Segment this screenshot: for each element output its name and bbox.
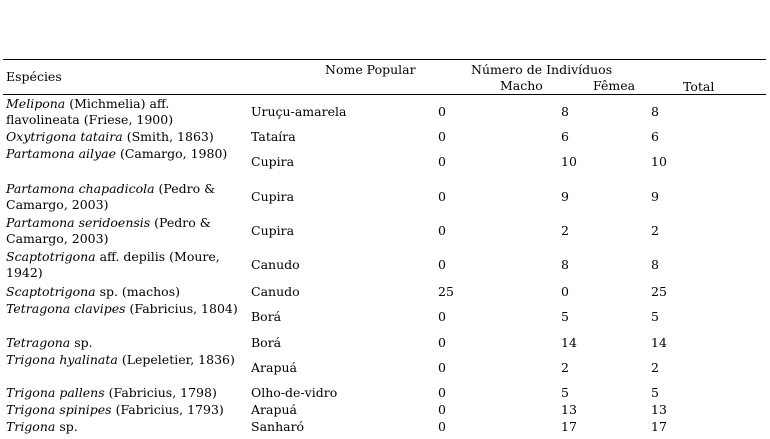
species-cell — [6, 385, 246, 401]
macho-count-cell: 25 — [438, 284, 454, 299]
total-count-cell: 17 — [651, 419, 667, 434]
species-genus: Trigona spinipes — [6, 402, 112, 417]
popular-name-cell: Cupira — [251, 223, 295, 238]
species-cell — [6, 249, 246, 280]
macho-count-cell: 0 — [438, 402, 446, 417]
macho-count-cell: 0 — [438, 223, 446, 238]
popular-name-cell: Arapuá — [251, 360, 297, 375]
species-genus: Trigona pallens — [6, 385, 105, 400]
species-genus: Trigona — [6, 419, 56, 434]
macho-count-cell: 0 — [438, 189, 446, 204]
species-genus: Partamona chapadicola — [6, 181, 155, 196]
femea-count-cell: 10 — [561, 154, 577, 169]
species-author: (Fabricius, 1793) — [111, 402, 224, 417]
macho-count-cell: 0 — [438, 360, 446, 375]
species-genus: Partamona seridoensis — [6, 215, 151, 230]
species-genus: Tetragona clavipes — [6, 301, 126, 316]
femea-count-cell: 6 — [561, 129, 569, 144]
species-author: sp. — [70, 335, 93, 350]
popular-name-cell: Cupira — [251, 154, 295, 169]
species-author: (Fabricius, 1804) — [125, 301, 238, 316]
species-cell — [6, 335, 246, 351]
species-author: (Fabricius, 1798) — [104, 385, 217, 400]
species-genus: Scaptotrigona — [6, 249, 96, 264]
header-total: Total — [683, 79, 715, 94]
species-author: (Pedro & Camargo, 2003) — [6, 215, 211, 246]
total-count-cell: 8 — [651, 257, 659, 272]
popular-name-cell: Borá — [251, 335, 282, 350]
species-cell — [6, 129, 246, 145]
total-count-cell: 8 — [651, 104, 659, 119]
total-count-cell: 6 — [651, 129, 659, 144]
macho-count-cell: 0 — [438, 419, 446, 434]
macho-count-cell: 0 — [438, 257, 446, 272]
femea-count-cell: 8 — [561, 257, 569, 272]
femea-count-cell: 9 — [561, 189, 569, 204]
femea-count-cell: 2 — [561, 223, 569, 238]
species-cell — [6, 96, 246, 127]
species-cell — [6, 215, 246, 246]
total-count-cell: 2 — [651, 223, 659, 238]
header-rule — [3, 94, 766, 95]
total-count-cell: 9 — [651, 189, 659, 204]
species-cell — [6, 146, 246, 162]
total-count-cell: 13 — [651, 402, 667, 417]
total-count-cell: 25 — [651, 284, 667, 299]
femea-count-cell: 13 — [561, 402, 577, 417]
macho-count-cell: 0 — [438, 335, 446, 350]
popular-name-cell: Uruçu-amarela — [251, 104, 347, 119]
total-count-cell: 5 — [651, 309, 659, 324]
species-genus: Oxytrigona tataira — [6, 129, 123, 144]
species-genus: Tetragona — [6, 335, 71, 350]
species-genus: Partamona ailyae — [6, 146, 116, 161]
species-author: sp. — [55, 419, 78, 434]
header-individuals: Número de Indivíduos — [471, 62, 613, 77]
popular-name-cell: Tataíra — [251, 129, 296, 144]
macho-count-cell: 0 — [438, 309, 446, 324]
species-cell — [6, 181, 246, 212]
species-author: (Michmelia) aff. flavolineata (Friese, 1900) — [6, 96, 174, 127]
species-cell — [6, 402, 246, 418]
top-rule — [3, 59, 766, 60]
popular-name-cell: Canudo — [251, 284, 300, 299]
species-cell — [6, 419, 246, 435]
femea-count-cell: 5 — [561, 309, 569, 324]
femea-count-cell: 5 — [561, 385, 569, 400]
femea-count-cell: 17 — [561, 419, 577, 434]
species-genus: Scaptotrigona — [6, 284, 96, 299]
popular-name-cell: Sanharó — [251, 419, 305, 434]
popular-name-cell: Cupira — [251, 189, 295, 204]
header-species: Espécies — [6, 69, 62, 84]
macho-count-cell: 0 — [438, 129, 446, 144]
species-author: (Pedro & Camargo, 2003) — [6, 181, 216, 212]
femea-count-cell: 0 — [561, 284, 569, 299]
total-count-cell: 10 — [651, 154, 667, 169]
femea-count-cell: 14 — [561, 335, 577, 350]
femea-count-cell: 2 — [561, 360, 569, 375]
total-count-cell: 14 — [651, 335, 667, 350]
popular-name-cell: Canudo — [251, 257, 300, 272]
species-author: sp. (machos) — [95, 284, 180, 299]
popular-name-cell: Arapuá — [251, 402, 297, 417]
species-cell — [6, 352, 246, 368]
femea-count-cell: 8 — [561, 104, 569, 119]
macho-count-cell: 0 — [438, 154, 446, 169]
species-cell — [6, 284, 246, 300]
species-author: aff. depilis (Moure, 1942) — [6, 249, 220, 280]
species-author: (Camargo, 1980) — [115, 146, 228, 161]
species-author: (Lepeletier, 1836) — [117, 352, 235, 367]
header-femea: Fêmea — [593, 78, 636, 93]
species-genus: Melipona — [6, 96, 66, 111]
total-count-cell: 5 — [651, 385, 659, 400]
species-cell — [6, 301, 246, 317]
popular-name-cell: Olho-de-vidro — [251, 385, 338, 400]
header-popular-name: Nome Popular — [325, 62, 416, 77]
header-macho: Macho — [500, 78, 543, 93]
total-count-cell: 2 — [651, 360, 659, 375]
species-genus: Trigona hyalinata — [6, 352, 118, 367]
popular-name-cell: Borá — [251, 309, 282, 324]
macho-count-cell: 0 — [438, 104, 446, 119]
macho-count-cell: 0 — [438, 385, 446, 400]
species-author: (Smith, 1863) — [122, 129, 214, 144]
